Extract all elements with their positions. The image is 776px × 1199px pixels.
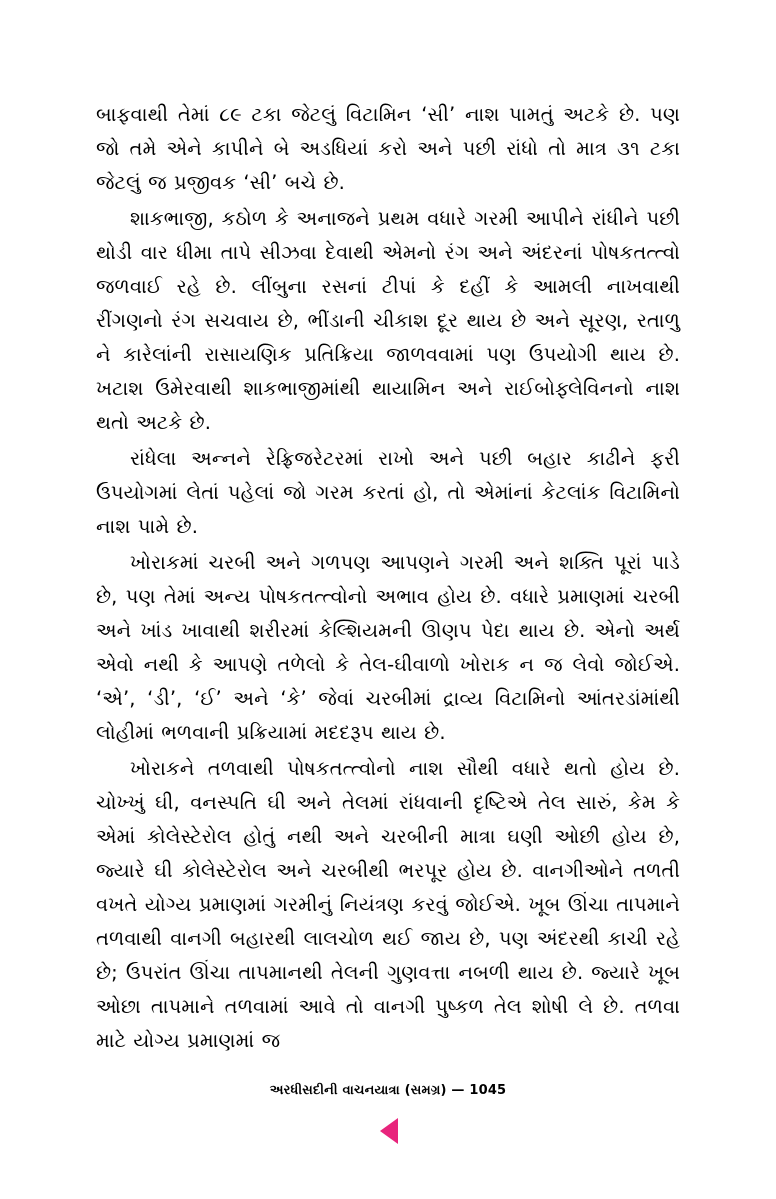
paragraph-1: બાફવાથી તેમાં ૮૯ ટકા જેટલું વિટામિન ‘સી’ નાશ પામતું અટકે છે. પણ જો તમે એને કાપીને બે અડધિયાં કરો અને પછી રાંધો તો માત્ર ૩૧ ટકા જેટલું જ પ્રજીવક ‘સી’ બચે છે. — [96, 103, 680, 194]
prev-page-arrow-icon[interactable] — [380, 1118, 402, 1144]
paragraph-3: રાંધેલા અન્નને રેફ્રિજરેટરમાં રાખો અને પછી બહાર કાઢીને ફરી ઉપયોગમાં લેતાં પહેલાં જો ગરમ કરતાં હો, તો એમાંનાં કેટલાંક વિટામિનો નાશ પામે છે. — [96, 447, 680, 538]
page-footer: અરધીસદીની વાચનયાત્રા (સમગ્ર) — 1045 — [269, 1083, 507, 1098]
paragraph-2: શાકભાજી, કઠોળ કે અનાજને પ્રથમ વધારે ગરમી આપીને રાંધીને પછી થોડી વાર ધીમા તાપે સીઝવા દેવાથી એમનો રંગ અને અંદરનાં પોષકતત્ત્વો જળવાઈ રહે છે. લીંબુના રસનાં ટીપાં કે દહીં કે આમલી નાખવાથી રીંગણનો રંગ સચવાય છે, ભીંડાની ચીકાશ દૂર થાય છે અને સૂરણ, રતાળુ ને કારેલાંની રાસાયણિક પ્રતિક્રિયા જાળવવામાં પણ ઉપયોગી થાય છે. ખટાશ ઉમેરવાથી શાકભાજીમાંથી થાયામિન અને રાઈબોફ્લેવિનનો નાશ થતો અટકે છે. — [96, 207, 680, 434]
paragraph-5: ખોરાકને તળવાથી પોષકતત્ત્વોનો નાશ સૌથી વધારે થતો હોય છે. ચોખ્ખું ઘી, વનસ્પતિ ઘી અને તેલમાં રાંધવાની દૃષ્ટિએ તેલ સારું, કેમ કે એમાં કોલેસ્ટેરોલ હોતું નથી અને ચરબીની માત્રા ઘણી ઓછી હોય છે, જ્યારે ઘી કોલેસ્ટેરોલ અને ચરબીથી ભરપૂર હોય છે. વાનગીઓને તળતી વખતે યોગ્ય પ્રમાણમાં ગરમીનું નિયંત્રણ કરવું જોઈએ. ખૂબ ઊંચા તાપમાને તળવાથી વાનગી બહારથી લાલચોળ થઈ જાય છે, પણ અંદરથી કાચી રહે છે; ઉપરાંત ઊંચા તાપમાનથી તેલની ગુણવત્તા નબળી થાય છે. જ્યારે ખૂબ ઓછા તાપમાને તળવામાં આવે તો વાનગી પુષ્કળ તેલ શોષી લે છે. તળવા માટે યોગ્ય પ્રમાણમાં જ — [96, 757, 680, 1052]
triangle-left-icon — [380, 1118, 398, 1144]
page-body — [96, 98, 680, 1060]
paragraph-4: ખોરાકમાં ચરબી અને ગળપણ આપણને ગરમી અને શક્તિ પૂરાં પાડે છે, પણ તેમાં અન્ય પોષકતત્ત્વોનો અભાવ હોય છે. વધારે પ્રમાણમાં ચરબી અને ખાંડ ખાવાથી શરીરમાં કેલ્શિયમની ઊણપ પેદા થાય છે. એનો અર્થ એવો નથી કે આપણે તળેલો કે તેલ-ઘીવાળો ખોરાક ન જ લેવો જોઈએ. ‘એ’, ‘ડી’, ‘ઈ’ અને ‘કે’ જેવાં ચરબીમાં દ્રાવ્ય વિટામિનો આંતરડાંમાંથી લોહીમાં ભળવાની પ્રક્રિયામાં મદદરૂપ થાય છે. — [96, 551, 680, 744]
